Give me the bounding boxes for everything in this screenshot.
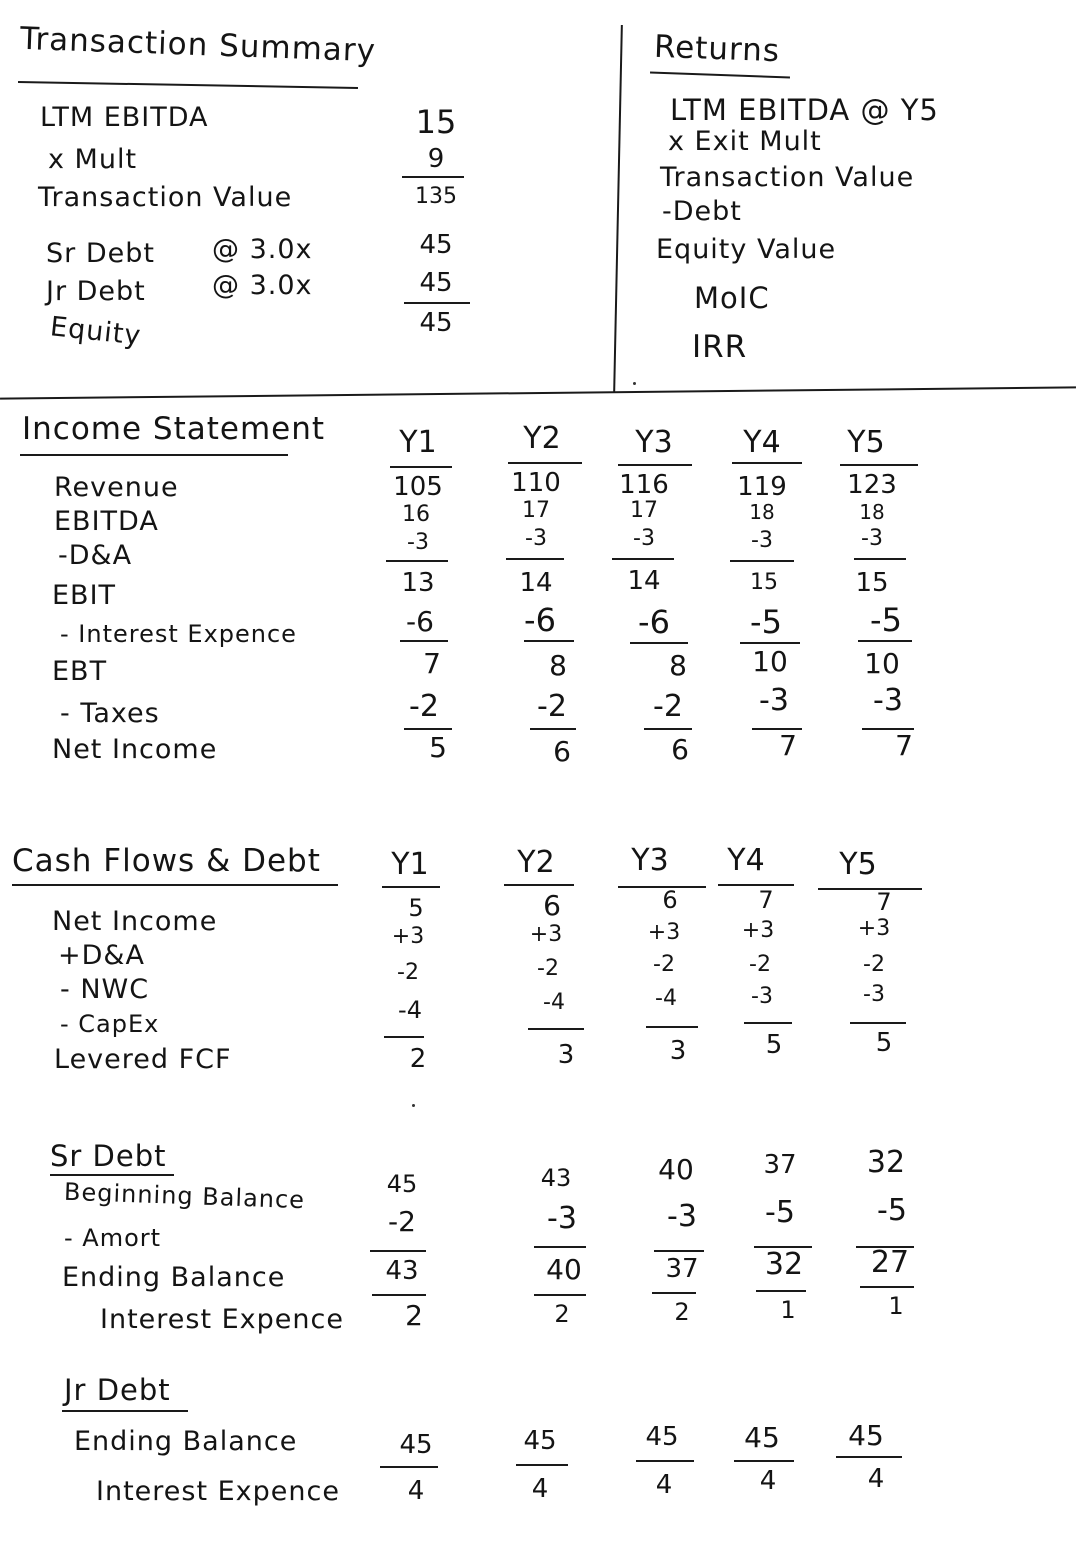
cf-label-capex: - CapEx bbox=[60, 1010, 160, 1038]
cf-subtotal-underline bbox=[384, 1036, 424, 1038]
is-year-underline bbox=[390, 466, 452, 468]
cf-year-underline bbox=[718, 884, 794, 886]
ink-dot bbox=[412, 1104, 415, 1107]
section-divider-horizontal bbox=[0, 386, 1076, 399]
cf-cell: 3 bbox=[557, 1040, 575, 1070]
returns-title: Returns bbox=[653, 28, 781, 70]
sr-subtotal-underline bbox=[372, 1294, 426, 1296]
jr-subtotal-underline bbox=[380, 1466, 438, 1468]
jr-cell: 45 bbox=[523, 1426, 557, 1456]
cf-year-underline bbox=[382, 886, 440, 888]
is-cell: -3 bbox=[525, 526, 547, 551]
is-label-ebit: EBIT bbox=[52, 580, 117, 611]
is-cell: -5 bbox=[870, 601, 902, 639]
sr-cell: 37 bbox=[665, 1254, 699, 1284]
is-cell: 17 bbox=[522, 498, 550, 523]
is-subtotal-underline bbox=[740, 642, 800, 644]
sr-cell: 1 bbox=[888, 1292, 904, 1320]
jr-cell: 4 bbox=[531, 1474, 549, 1504]
sr-subtotal-underline bbox=[756, 1290, 806, 1292]
is-cell: 7 bbox=[779, 729, 797, 762]
cf-year-y1: Y1 bbox=[391, 847, 429, 882]
sr-cell: 2 bbox=[405, 1299, 423, 1332]
is-year-underline bbox=[508, 462, 582, 464]
cf-cell: 5 bbox=[765, 1030, 783, 1060]
cf-cell: -3 bbox=[751, 984, 773, 1009]
jr-label-ending-balance: Ending Balance bbox=[74, 1426, 298, 1457]
cf-cell: -2 bbox=[397, 960, 419, 985]
cf-year-y3: Y3 bbox=[631, 843, 669, 878]
is-subtotal-underline bbox=[612, 558, 674, 560]
jr-label-interest-expence: Interest Expence bbox=[96, 1476, 340, 1507]
is-cell: 14 bbox=[627, 566, 661, 596]
is-label-da: -D&A bbox=[58, 540, 133, 571]
is-cell: -3 bbox=[407, 530, 429, 555]
cf-cell: -2 bbox=[749, 952, 771, 977]
is-cell: -6 bbox=[406, 605, 434, 638]
returns-debt: -Debt bbox=[662, 196, 742, 227]
sr-label-amort: - Amort bbox=[64, 1224, 162, 1252]
is-label-interest-expence: - Interest Expence bbox=[60, 620, 297, 648]
sr-cell: 32 bbox=[866, 1145, 906, 1180]
is-cell: -2 bbox=[653, 689, 683, 724]
is-year-underline bbox=[840, 464, 918, 466]
sr-cell: -2 bbox=[388, 1205, 416, 1238]
sr-cell: 43 bbox=[540, 1164, 572, 1192]
is-cell: -2 bbox=[409, 689, 439, 724]
cf-subtotal-underline bbox=[646, 1026, 698, 1028]
sr-cell: 37 bbox=[763, 1150, 797, 1180]
is-cell: 8 bbox=[669, 649, 687, 682]
cf-cell: -2 bbox=[537, 956, 559, 981]
is-year-y2: Y2 bbox=[523, 421, 561, 456]
cf-cell: 5 bbox=[875, 1028, 893, 1058]
cf-label-nwc: - NWC bbox=[60, 974, 150, 1005]
is-subtotal-underline bbox=[644, 728, 692, 730]
ts-value-mult: 9 bbox=[427, 144, 445, 174]
cf-cell: 2 bbox=[409, 1044, 427, 1074]
sr-cell: -5 bbox=[877, 1193, 907, 1228]
sr-label-ending-balance: Ending Balance bbox=[62, 1262, 286, 1293]
ts-label-transaction-value: Transaction Value bbox=[38, 182, 293, 213]
sr-cell: 40 bbox=[546, 1253, 582, 1286]
sr-subtotal-underline bbox=[860, 1286, 914, 1288]
jr-debt-title: Jr Debt bbox=[64, 1373, 171, 1407]
is-cell: 105 bbox=[393, 472, 443, 502]
ts-label-sr-debt: Sr Debt bbox=[46, 238, 155, 269]
sr-cell: 27 bbox=[870, 1245, 910, 1280]
jr-subtotal-underline bbox=[636, 1460, 694, 1462]
sr-cell: -3 bbox=[667, 1199, 697, 1234]
is-cell: 10 bbox=[752, 645, 788, 678]
is-cell: 6 bbox=[553, 735, 571, 768]
jr-cell: 45 bbox=[645, 1422, 679, 1452]
cf-cell: 5 bbox=[408, 894, 424, 922]
is-cell: -5 bbox=[750, 603, 782, 641]
ts-label-ltm-ebitda: LTM EBITDA bbox=[40, 102, 209, 133]
is-subtotal-underline bbox=[854, 558, 906, 560]
is-cell: 18 bbox=[749, 500, 775, 524]
ts-underline-mult bbox=[402, 176, 464, 178]
is-year-underline bbox=[618, 464, 692, 466]
cf-cell: +3 bbox=[647, 920, 681, 945]
cf-subtotal-underline bbox=[744, 1022, 792, 1024]
cf-cell: +3 bbox=[741, 918, 775, 943]
is-label-taxes: - Taxes bbox=[60, 698, 160, 729]
is-cell: 17 bbox=[630, 498, 658, 523]
section-divider-vertical bbox=[613, 25, 623, 393]
cash-flows-title: Cash Flows & Debt bbox=[12, 843, 321, 879]
cf-cell: 7 bbox=[758, 886, 774, 914]
is-cell: -3 bbox=[873, 683, 903, 718]
sr-cell: 1 bbox=[780, 1296, 796, 1324]
income-statement-title: Income Statement bbox=[22, 411, 326, 447]
is-year-y1: Y1 bbox=[399, 425, 437, 460]
sr-cell: 2 bbox=[554, 1300, 570, 1328]
ts-label-mult: x Mult bbox=[48, 144, 138, 175]
sr-subtotal-underline bbox=[370, 1250, 426, 1252]
cf-subtotal-underline bbox=[850, 1022, 906, 1024]
cf-cell: +3 bbox=[857, 916, 891, 941]
ink-dot bbox=[633, 382, 636, 385]
is-cell: -3 bbox=[759, 683, 789, 718]
cf-cell: -2 bbox=[653, 952, 675, 977]
ts-underline-jr-debt bbox=[404, 302, 470, 304]
jr-cell: 45 bbox=[744, 1421, 780, 1454]
jr-subtotal-underline bbox=[734, 1460, 794, 1462]
cf-subtotal-underline bbox=[528, 1028, 584, 1030]
cf-cell: 7 bbox=[876, 888, 892, 916]
jr-cell: 45 bbox=[848, 1419, 884, 1452]
is-cell: 16 bbox=[402, 502, 430, 527]
is-label-ebitda: EBITDA bbox=[54, 506, 159, 537]
sr-subtotal-underline bbox=[654, 1250, 704, 1252]
is-cell: 5 bbox=[429, 731, 447, 764]
is-cell: 6 bbox=[671, 733, 689, 766]
sr-subtotal-underline bbox=[534, 1294, 586, 1296]
cf-cell: -4 bbox=[543, 990, 565, 1015]
sr-label-beginning-balance: Beginning Balance bbox=[63, 1177, 306, 1215]
is-subtotal-underline bbox=[386, 560, 448, 562]
is-cell: 7 bbox=[423, 647, 441, 680]
transaction-summary-title: Transaction Summary bbox=[19, 20, 377, 70]
sr-subtotal-underline bbox=[652, 1292, 696, 1294]
is-cell: 15 bbox=[855, 568, 889, 598]
is-subtotal-underline bbox=[524, 640, 574, 642]
is-year-y5: Y5 bbox=[847, 425, 885, 460]
cf-year-y4: Y4 bbox=[727, 843, 765, 878]
returns-irr: IRR bbox=[692, 329, 748, 365]
jr-subtotal-underline bbox=[836, 1456, 902, 1458]
sr-subtotal-underline bbox=[534, 1246, 586, 1248]
is-cell: 13 bbox=[401, 568, 435, 598]
jr-cell: 4 bbox=[759, 1466, 777, 1496]
title-underline bbox=[18, 81, 358, 89]
sr-cell: -3 bbox=[547, 1201, 577, 1236]
is-label-revenue: Revenue bbox=[54, 472, 179, 503]
is-cell: 8 bbox=[549, 649, 567, 682]
cf-label-da: +D&A bbox=[58, 940, 145, 971]
jr-cell: 4 bbox=[867, 1464, 885, 1494]
is-cell: 14 bbox=[519, 568, 553, 598]
sr-label-interest-expence: Interest Expence bbox=[100, 1304, 344, 1335]
is-cell: 116 bbox=[619, 470, 669, 500]
jr-subtotal-underline bbox=[516, 1464, 568, 1466]
cf-label-net-income: Net Income bbox=[52, 906, 218, 937]
is-cell: -3 bbox=[633, 526, 655, 551]
cf-cell: 3 bbox=[669, 1036, 687, 1066]
cf-year-y5: Y5 bbox=[839, 847, 877, 882]
is-cell: 18 bbox=[859, 500, 885, 524]
jr-cell: 4 bbox=[407, 1476, 425, 1506]
returns-exit-mult: x Exit Mult bbox=[668, 126, 822, 157]
returns-ltm-ebitda-y5: LTM EBITDA @ Y5 bbox=[670, 93, 939, 127]
ts-value-sr-debt: 45 bbox=[419, 230, 453, 260]
sr-cell: 32 bbox=[764, 1247, 804, 1282]
ts-value-equity: 45 bbox=[419, 308, 453, 338]
is-subtotal-underline bbox=[858, 640, 912, 642]
is-cell: 123 bbox=[847, 470, 897, 500]
ts-note-jr-debt: @ 3.0x bbox=[212, 270, 313, 301]
income-statement-underline bbox=[20, 454, 288, 456]
cf-year-y2: Y2 bbox=[517, 845, 555, 880]
ts-label-equity: Equity bbox=[48, 311, 143, 352]
cf-label-levered-fcf: Levered FCF bbox=[54, 1044, 232, 1075]
cf-cell: -3 bbox=[863, 982, 885, 1007]
cf-cell: 6 bbox=[662, 886, 678, 914]
is-cell: 110 bbox=[511, 468, 561, 498]
jr-debt-underline bbox=[62, 1410, 188, 1412]
is-subtotal-underline bbox=[404, 728, 452, 730]
is-cell: 119 bbox=[737, 472, 787, 502]
is-cell: -3 bbox=[861, 526, 883, 551]
sr-debt-title: Sr Debt bbox=[50, 1139, 167, 1173]
returns-moic: MoIC bbox=[694, 281, 770, 315]
ts-value-transaction-value: 135 bbox=[415, 184, 457, 209]
jr-cell: 4 bbox=[655, 1470, 673, 1500]
returns-transaction-value: Transaction Value bbox=[660, 162, 915, 193]
is-label-net-income: Net Income bbox=[52, 734, 218, 765]
is-subtotal-underline bbox=[530, 728, 576, 730]
is-cell: -3 bbox=[751, 528, 773, 553]
sr-cell: 40 bbox=[658, 1153, 694, 1186]
cf-cell: 6 bbox=[543, 889, 561, 922]
sr-cell: 2 bbox=[674, 1298, 690, 1326]
is-cell: -6 bbox=[638, 603, 670, 641]
is-cell: 15 bbox=[750, 570, 778, 595]
is-cell: 7 bbox=[895, 729, 913, 762]
sr-cell: 43 bbox=[385, 1256, 419, 1286]
is-cell: -6 bbox=[524, 601, 556, 639]
ts-label-jr-debt: Jr Debt bbox=[46, 276, 146, 307]
is-subtotal-underline bbox=[630, 642, 688, 644]
cash-flows-underline bbox=[12, 884, 338, 886]
cf-cell: +3 bbox=[529, 922, 563, 947]
ts-value-ltm-ebitda: 15 bbox=[415, 103, 457, 141]
is-cell: -2 bbox=[537, 689, 567, 724]
ts-note-sr-debt: @ 3.0x bbox=[212, 234, 313, 265]
is-cell: 10 bbox=[864, 647, 900, 680]
sr-cell: 45 bbox=[386, 1170, 418, 1198]
jr-cell: 45 bbox=[399, 1430, 433, 1460]
is-subtotal-underline bbox=[730, 560, 794, 562]
is-year-y3: Y3 bbox=[635, 425, 673, 460]
sr-cell: -5 bbox=[765, 1195, 795, 1230]
is-year-underline bbox=[732, 462, 802, 464]
cf-cell: -4 bbox=[398, 996, 422, 1024]
is-year-y4: Y4 bbox=[743, 425, 781, 460]
cf-cell: +3 bbox=[391, 924, 425, 949]
cf-year-underline bbox=[504, 884, 574, 886]
returns-equity-value: Equity Value bbox=[656, 234, 837, 265]
is-subtotal-underline bbox=[506, 558, 564, 560]
is-label-ebt: EBT bbox=[52, 656, 108, 687]
ts-value-jr-debt: 45 bbox=[419, 268, 453, 298]
is-subtotal-underline bbox=[400, 640, 448, 642]
returns-underline bbox=[650, 72, 790, 79]
sr-debt-underline bbox=[50, 1174, 174, 1176]
cf-cell: -4 bbox=[655, 986, 677, 1011]
cf-cell: -2 bbox=[863, 952, 885, 977]
